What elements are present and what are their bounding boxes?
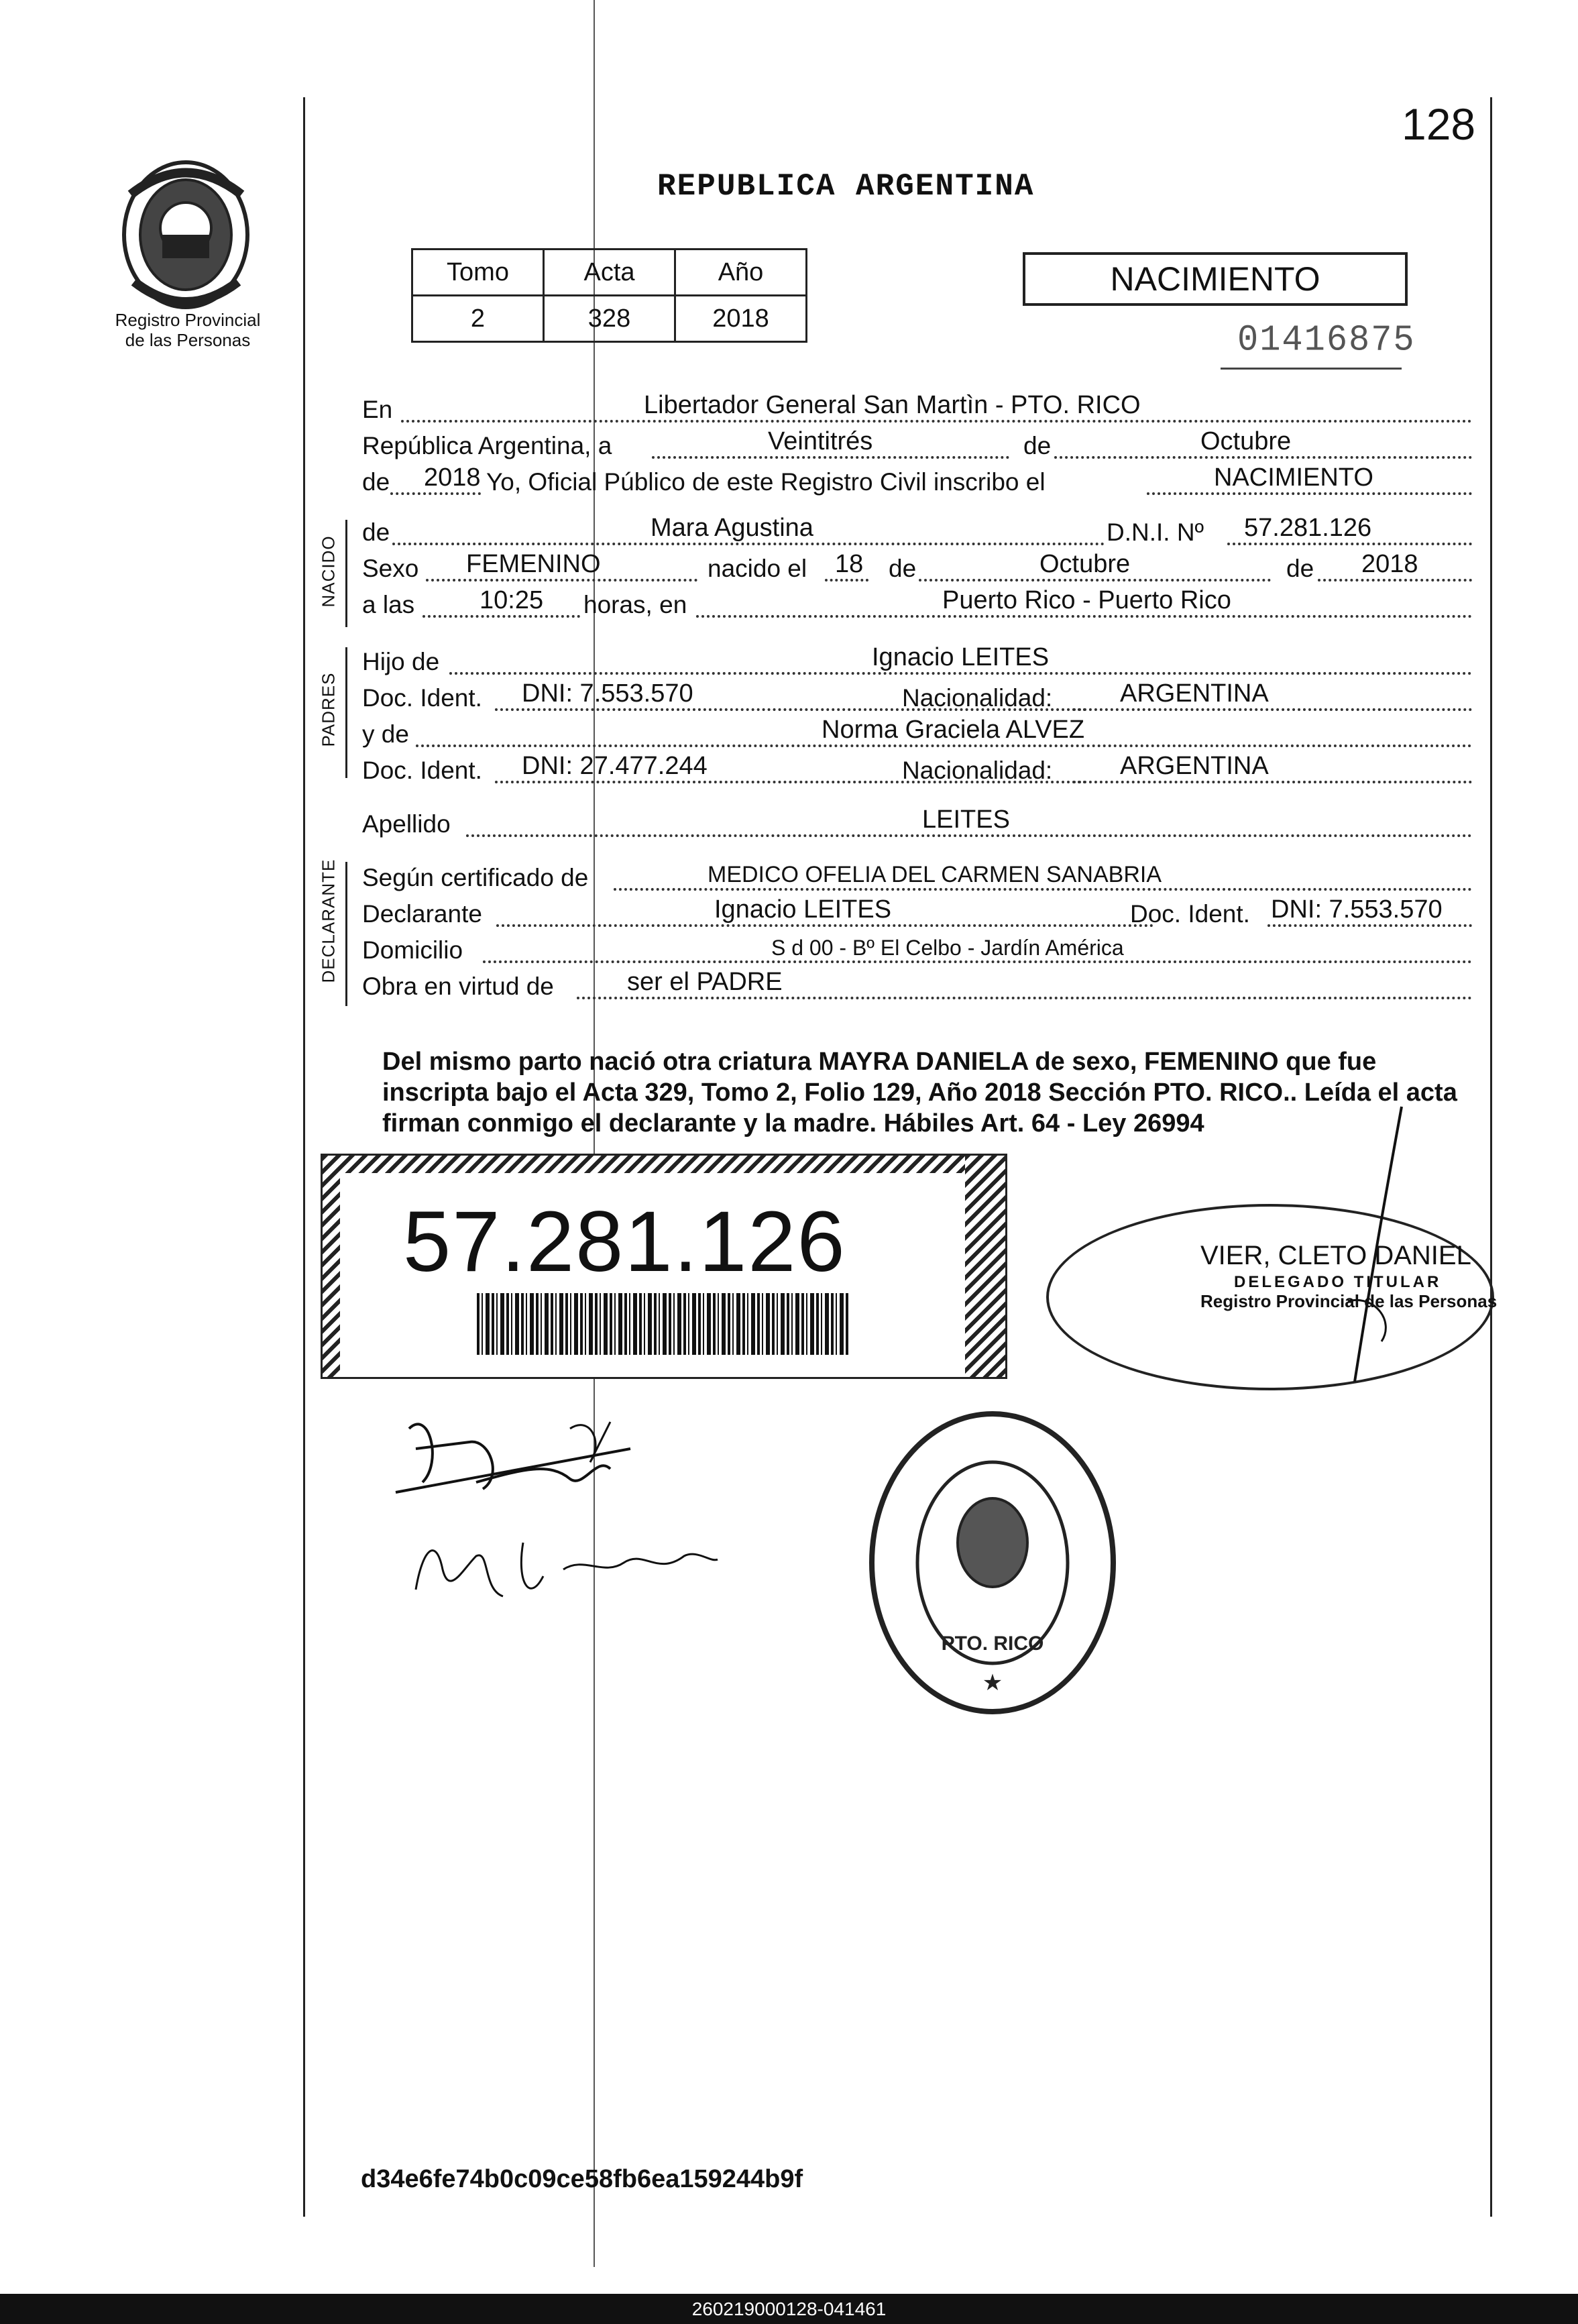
certificate-value: MEDICO OFELIA DEL CARMEN SANABRIA [708,862,1162,887]
event-value: NACIMIENTO [1214,463,1373,492]
obra-label: Obra en virtud de [362,973,554,1000]
row-father-doc [362,679,1472,715]
registry-name-line-1: Registro Provincial [115,310,261,330]
domicilio-label: Domicilio [362,936,463,964]
row-surname [362,805,1472,841]
country-title: REPUBLICA ARGENTINA [657,169,1035,204]
acta-value: 328 [544,296,675,342]
row-mother-doc [362,751,1472,787]
svg-text:★: ★ [982,1669,1003,1696]
hijo-de-label: Hijo de [362,648,440,675]
registry-name-line-2: de las Personas [125,330,251,350]
horas-label: horas, en [583,591,687,618]
sexo-value: FEMENINO [466,550,601,578]
birth-year-value: 2018 [1361,550,1418,578]
padres-bracket [345,647,347,778]
certificate-label: Según certificado de [362,864,589,891]
row-address [362,931,1472,967]
father-doc-label: Doc. Ident. [362,684,482,712]
serial-number: 01416875 [1237,319,1416,362]
row-child-name [362,513,1472,549]
mother-doc-label: Doc. Ident. [362,757,482,784]
declarante-doc-value: DNI: 7.553.570 [1271,895,1443,924]
en-label: En [362,396,393,423]
declarante-label: Declarante [362,900,482,928]
father-doc-value: DNI: 7.553.570 [522,679,693,708]
dni-big-number: 57.281.126 [403,1194,846,1290]
apellido-value: LEITES [922,806,1010,834]
province-shield-logo [114,154,258,312]
declarant-signature [389,1402,644,1509]
row-date [362,427,1472,463]
label-hatch-right [965,1156,1005,1377]
label-hatch-left [323,1156,340,1377]
twin-birth-note: Del mismo parto nació otra criatura MAYRA DANIELA de sexo, FEMENINO que fue inscripta bajo el Acta 329, Tomo 2, Folio 129, Año 2018 Sección PTO. RICO.. Leída el acta firman conmigo el declarante y la madre. Hábiles Art. 64 - Ley 26994 [382,1048,1457,1138]
de-label-4: de [889,555,917,582]
declarante-value: Ignacio LEITES [714,895,892,924]
nacido-section-label: NACIDO [318,535,339,608]
de-label-2: de [362,468,390,496]
a-las-label: a las [362,591,415,618]
row-sex-birth [362,549,1472,586]
left-margin-rule [303,97,305,2217]
padres-section-label: PADRES [318,672,339,747]
row-reason [362,967,1472,1003]
child-name-value: Mara Agustina [651,514,813,542]
anio-value: 2018 [675,296,807,342]
right-margin-rule [1490,97,1492,2217]
row-father [362,643,1472,679]
round-registry-seal [865,1408,1120,1717]
time-value: 10:25 [480,586,544,614]
official-signature-stroke [1335,1100,1415,1388]
page-number: 128 [1402,99,1476,149]
footer-code: 260219000128-041461 [691,2299,887,2319]
tomo-value: 2 [412,296,544,342]
de-label: de [1023,432,1052,459]
official-name: VIER, CLETO DANIEL [1200,1241,1471,1270]
barcode [477,1293,849,1355]
dni-number-label [321,1154,1007,1379]
month-value: Octubre [1200,427,1292,455]
row-mother [362,715,1472,751]
day-value: Veintitrés [768,427,873,455]
y-de-label: y de [362,720,409,748]
year-value: 2018 [424,463,481,492]
mother-nationality-label: Nacionalidad: [902,757,1053,784]
de-label-5: de [1286,555,1314,582]
birth-place-value: Puerto Rico - Puerto Rico [942,586,1231,614]
nacido-el-label: nacido el [708,555,807,582]
dni-label: D.N.I. Nº [1107,518,1204,546]
republic-label: República Argentina, a [362,432,612,459]
declarante-bracket [345,862,347,1006]
father-name-value: Ignacio LEITES [872,643,1050,671]
sexo-label: Sexo [362,555,419,582]
mother-nationality-value: ARGENTINA [1120,752,1269,780]
registry-name [87,310,288,350]
label-hatch-top [323,1156,1005,1173]
mother-doc-value: DNI: 27.477.244 [522,752,708,780]
official-organization: Registro Provincial de las Personas [1200,1291,1498,1311]
nacido-bracket [345,520,347,627]
official-text: Yo, Oficial Público de este Registro Civil inscribo el [486,468,1046,496]
record-type-box: NACIMIENTO [1023,252,1408,306]
address-value: S d 00 - Bº El Celbo - Jardín América [771,936,1124,960]
row-declarant [362,895,1472,931]
tomo-header: Tomo [412,250,544,296]
birth-month-value: Octubre [1039,550,1131,578]
mother-signature [402,1509,724,1616]
mother-name-value: Norma Graciela ALVEZ [822,716,1085,744]
child-dni-value: 57.281.126 [1244,514,1372,542]
reference-table [411,248,807,343]
de-label-3: de [362,518,390,546]
father-nationality-value: ARGENTINA [1120,679,1269,708]
svg-text:PTO. RICO: PTO. RICO [941,1633,1044,1655]
official-role: DELEGADO TITULAR [1234,1273,1442,1291]
place-value: Libertador General San Martìn - PTO. RICO [644,391,1141,419]
row-place [362,390,1472,427]
declarante-section-label: DECLARANTE [318,859,339,983]
document-hash: d34e6fe74b0c09ce58fb6ea159244b9f [361,2165,803,2193]
birth-day-value: 18 [835,550,864,578]
serial-underline [1221,368,1402,370]
acta-header: Acta [544,250,675,296]
row-event [362,463,1472,499]
anio-header: Año [675,250,807,296]
row-time-place [362,586,1472,622]
father-nationality-label: Nacionalidad: [902,684,1053,712]
apellido-label: Apellido [362,810,451,838]
row-certificate [362,859,1472,895]
reason-value: ser el PADRE [627,968,783,996]
declarante-doc-label: Doc. Ident. [1130,900,1250,928]
